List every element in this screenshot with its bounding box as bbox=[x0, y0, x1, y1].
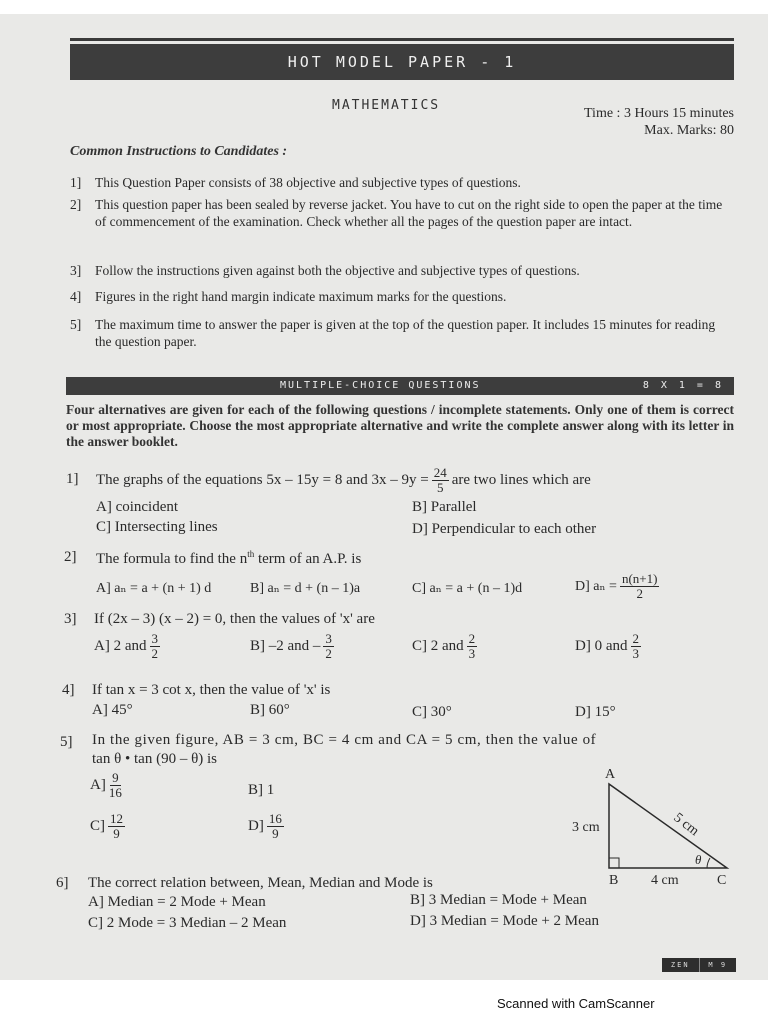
triangle-shape bbox=[609, 784, 727, 868]
fraction-denominator: 3 bbox=[468, 646, 476, 661]
option-d: D] 15° bbox=[575, 704, 616, 720]
option-d: D] Perpendicular to each other bbox=[412, 521, 597, 537]
instruction-text: Figures in the right hand margin indicate maximum marks for the questions. bbox=[95, 289, 507, 304]
option-d: D] 3 Median = Mode + 2 Mean bbox=[410, 913, 599, 929]
question-number: 2] bbox=[64, 549, 77, 565]
instruction-text: The maximum time to answer the paper is given at the top of the question paper. It includes 15 minutes for reading the question paper. bbox=[95, 317, 716, 349]
instruction-text: This Question Paper consists of 38 objective and subjective types of questions. bbox=[95, 175, 521, 190]
question-text-start: The formula to find the n bbox=[96, 551, 248, 567]
fraction-numerator: n(n+1) bbox=[621, 571, 658, 586]
right-angle-marker bbox=[609, 858, 619, 868]
question-text: In the given figure, AB = 3 cm, BC = 4 cm and CA = 5 cm, then the value of bbox=[92, 732, 597, 748]
option-a: A] 45° bbox=[92, 702, 133, 718]
fraction-numerator: 2 bbox=[468, 631, 476, 646]
question-text-start: The graphs of the equations 5x – 15y = 8 and 3x – 9y = bbox=[96, 472, 429, 488]
fraction-denominator: 3 bbox=[632, 646, 639, 661]
option-a: A] aₙ = a + (n + 1) d bbox=[96, 581, 212, 596]
question-text-end: term of an A.P. is bbox=[254, 551, 362, 567]
option-c: C] aₙ = a + (n – 1)d bbox=[412, 581, 523, 596]
exam-page bbox=[0, 14, 768, 980]
option-a bbox=[90, 771, 125, 800]
question-number: 1] bbox=[66, 471, 79, 487]
fraction bbox=[109, 771, 122, 800]
option-a: A] coincident bbox=[96, 499, 179, 515]
question-text: If tan x = 3 cot x, then the value of 'x' is bbox=[92, 682, 331, 698]
fraction bbox=[323, 632, 334, 661]
option-d bbox=[248, 812, 287, 841]
fraction-numerator: 3 bbox=[151, 631, 158, 646]
fraction bbox=[620, 572, 660, 601]
instruction-number: 5] bbox=[70, 317, 82, 332]
option-label: C] bbox=[90, 818, 105, 834]
option-b: B] Parallel bbox=[412, 499, 477, 515]
instruction-item bbox=[70, 196, 734, 230]
scanner-watermark: Scanned with CamScanner bbox=[497, 996, 655, 1011]
question-number: 4] bbox=[62, 682, 75, 698]
instruction-number: 4] bbox=[70, 289, 82, 304]
option-b: B] aₙ = d + (n – 1)a bbox=[250, 581, 361, 596]
fraction-denominator: 2 bbox=[325, 646, 332, 661]
fraction-denominator: 9 bbox=[272, 826, 279, 841]
option-a: A] Median = 2 Mode + Mean bbox=[88, 894, 266, 910]
instruction-text: This question paper has been sealed by reverse jacket. You have to cut on the right side to open the paper at the time of commencement of the examination. Check whether all the pages of the question paper are intact. bbox=[95, 197, 723, 229]
option-b bbox=[250, 632, 337, 661]
time-info: Time : 3 Hours 15 minutes bbox=[584, 106, 734, 121]
top-rule bbox=[70, 38, 734, 41]
question-text-line2: tan θ • tan (90 – θ) is bbox=[92, 751, 218, 767]
question-text: If (2x – 3) (x – 2) = 0, then the values of 'x' are bbox=[94, 611, 375, 627]
option-d bbox=[575, 632, 644, 661]
question-text bbox=[96, 549, 361, 568]
fraction-numerator: 16 bbox=[268, 811, 282, 826]
side-ca-label: 5 cm bbox=[670, 810, 702, 840]
paper-title: HOT MODEL PAPER - 1 bbox=[70, 44, 734, 80]
angle-arc bbox=[707, 858, 710, 868]
fraction-numerator: 12 bbox=[110, 811, 123, 826]
theta-label: θ bbox=[695, 852, 702, 867]
mcq-section-bar bbox=[66, 377, 734, 395]
instruction-item bbox=[70, 174, 734, 191]
fraction-numerator: 2 bbox=[632, 631, 639, 646]
instruction-item bbox=[70, 288, 734, 305]
fraction-denominator: 2 bbox=[636, 586, 643, 601]
fraction-denominator: 16 bbox=[108, 785, 122, 800]
vertex-c-label: C bbox=[717, 873, 727, 888]
instruction-number: 2] bbox=[70, 197, 82, 212]
fraction-denominator: 5 bbox=[436, 480, 444, 495]
question-number: 5] bbox=[60, 734, 73, 750]
fraction bbox=[108, 812, 125, 841]
mcq-section-marks: 8 X 1 = 8 bbox=[642, 380, 724, 391]
option-label: A] 2 and bbox=[94, 638, 147, 654]
fraction bbox=[267, 812, 284, 841]
fraction-numerator: 24 bbox=[433, 465, 447, 480]
option-a bbox=[94, 632, 163, 661]
option-label: C] 2 and bbox=[412, 638, 464, 654]
subject-title: MATHEMATICS bbox=[332, 98, 441, 113]
question-number: 3] bbox=[64, 611, 77, 627]
fraction-denominator: 2 bbox=[151, 646, 158, 661]
instruction-number: 1] bbox=[70, 175, 82, 190]
triangle-figure bbox=[565, 764, 745, 894]
instruction-item bbox=[70, 316, 734, 350]
mcq-instructions: Four alternatives are given for each of the following questions / incomplete statements. Only one of them is correct or most appropriate. Choose the most appropriate alternative and write the complete answer along with its letter in the answer booklet. bbox=[66, 402, 734, 449]
fraction bbox=[467, 632, 478, 661]
side-ab-label: 3 cm bbox=[572, 820, 600, 835]
instruction-text: Follow the instructions given against both the objective and subjective types of questions. bbox=[95, 263, 580, 278]
option-label: A] bbox=[90, 777, 106, 793]
option-c bbox=[412, 632, 480, 661]
option-d bbox=[575, 572, 662, 601]
option-b: B] 1 bbox=[248, 782, 275, 798]
footer-left-label: ZEN bbox=[670, 961, 690, 969]
fraction bbox=[631, 632, 642, 661]
option-c: C] Intersecting lines bbox=[96, 519, 218, 535]
max-marks: Max. Marks: 80 bbox=[644, 123, 734, 138]
fraction bbox=[150, 632, 161, 661]
footer-right-label: M 9 bbox=[699, 958, 737, 972]
option-c: C] 2 Mode = 3 Median – 2 Mean bbox=[88, 915, 287, 931]
mcq-section-title: MULTIPLE-CHOICE QUESTIONS bbox=[280, 380, 481, 391]
instruction-number: 3] bbox=[70, 263, 82, 278]
option-c bbox=[90, 812, 128, 841]
option-label: D] aₙ = bbox=[575, 579, 617, 594]
fraction-denominator: 9 bbox=[113, 826, 120, 841]
vertex-b-label: B bbox=[609, 873, 619, 888]
instruction-item bbox=[70, 262, 734, 279]
option-label: D] 0 and bbox=[575, 638, 628, 654]
fraction-numerator: 3 bbox=[325, 631, 332, 646]
superscript: th bbox=[247, 549, 255, 559]
fraction bbox=[432, 466, 449, 495]
fraction-numerator: 9 bbox=[112, 770, 119, 785]
option-label: B] –2 and – bbox=[250, 638, 321, 654]
question-text: The correct relation between, Mean, Median and Mode is bbox=[88, 875, 433, 891]
option-b: B] 60° bbox=[250, 702, 290, 718]
question-text bbox=[96, 466, 591, 495]
question-text-end: are two lines which are bbox=[451, 472, 591, 488]
vertex-a-label: A bbox=[605, 767, 616, 782]
option-c: C] 30° bbox=[412, 704, 452, 720]
option-b: B] 3 Median = Mode + Mean bbox=[410, 892, 587, 908]
question-number: 6] bbox=[56, 875, 69, 891]
side-bc-label: 4 cm bbox=[651, 873, 679, 888]
page-footer-tag bbox=[662, 958, 736, 972]
option-label: D] bbox=[248, 818, 264, 834]
instructions-heading: Common Instructions to Candidates : bbox=[70, 144, 288, 159]
